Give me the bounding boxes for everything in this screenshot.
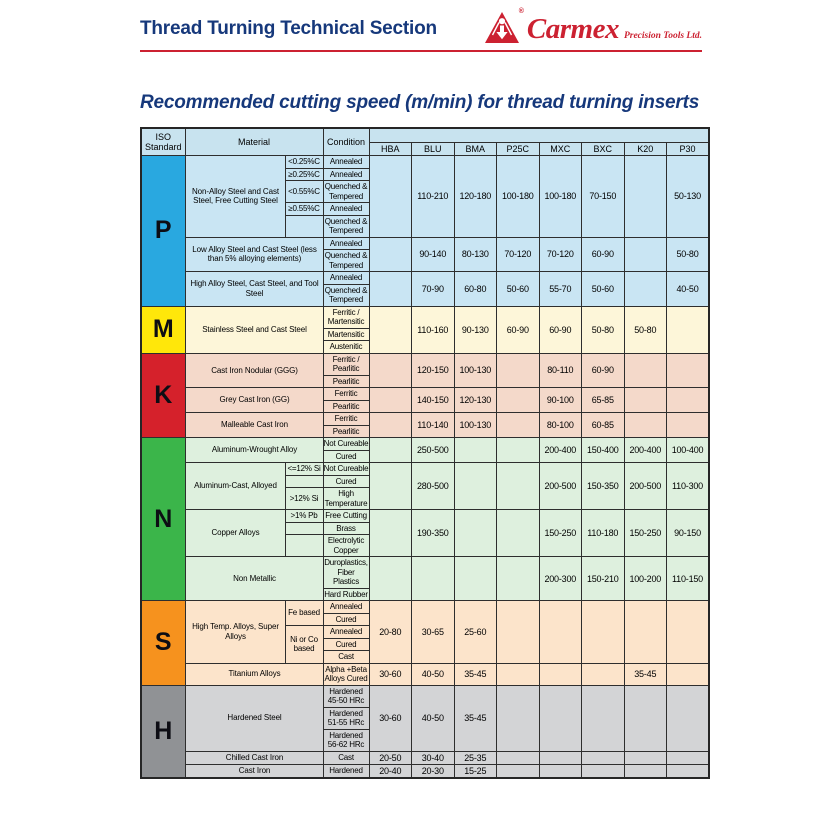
- value-cell: 100-200: [624, 557, 667, 601]
- value-cell: [497, 413, 540, 438]
- brand-text: [527, 13, 702, 46]
- value-cell: [582, 751, 625, 764]
- value-cell: 60-90: [582, 353, 625, 388]
- value-cell: [539, 663, 582, 685]
- material-cell: Aluminum-Wrought Alloy: [185, 438, 323, 463]
- value-cell: [667, 388, 710, 413]
- value-cell: [369, 156, 412, 238]
- condition-cell: Annealed: [323, 237, 369, 250]
- table-row: [141, 685, 709, 707]
- value-cell: 65-85: [582, 388, 625, 413]
- value-cell: [624, 272, 667, 307]
- value-cell: 20-50: [369, 751, 412, 764]
- spec-cell: <=12% Si: [285, 463, 323, 476]
- value-cell: [497, 751, 540, 764]
- value-cell: 60-90: [497, 306, 540, 353]
- condition-cell: Ferritic: [323, 388, 369, 401]
- value-cell: [582, 764, 625, 778]
- value-cell: 40-50: [412, 685, 455, 751]
- table-row: [141, 237, 709, 250]
- value-cell: 40-50: [412, 663, 455, 685]
- spec-cell: ≥0.55%C: [285, 203, 323, 216]
- grades-band: [369, 128, 709, 143]
- value-cell: [497, 438, 540, 463]
- value-cell: 90-100: [539, 388, 582, 413]
- value-cell: [624, 237, 667, 272]
- value-cell: [624, 685, 667, 751]
- condition-header: Condition: [323, 128, 369, 156]
- grade-col-header: P25C: [497, 143, 540, 156]
- value-cell: [539, 685, 582, 751]
- value-cell: [539, 751, 582, 764]
- value-cell: 50-60: [582, 272, 625, 307]
- value-cell: 100-130: [454, 413, 497, 438]
- value-cell: [369, 272, 412, 307]
- condition-cell: Brass: [323, 522, 369, 535]
- value-cell: 80-100: [539, 413, 582, 438]
- value-cell: 25-60: [454, 601, 497, 664]
- value-cell: 30-65: [412, 601, 455, 664]
- table-row: [141, 272, 709, 285]
- condition-cell: Quenched & Tempered: [324, 251, 368, 270]
- value-cell: [624, 156, 667, 238]
- value-cell: [497, 685, 540, 751]
- value-cell: 35-45: [454, 663, 497, 685]
- value-cell: [582, 663, 625, 685]
- condition-cell: Hardened 51-55 HRc: [323, 707, 369, 729]
- material-header: Material: [185, 128, 323, 156]
- condition-cell: Ferritic: [323, 413, 369, 426]
- value-cell: [412, 557, 455, 601]
- table-row: [141, 438, 709, 451]
- condition-cell: Quenched & Tempered: [324, 182, 368, 201]
- value-cell: 50-80: [624, 306, 667, 353]
- value-cell: 200-400: [539, 438, 582, 463]
- grade-col-header: K20: [624, 143, 667, 156]
- value-cell: 40-50: [667, 272, 710, 307]
- registered-mark: ®: [518, 8, 524, 15]
- header-divider: [140, 50, 702, 52]
- value-cell: [497, 463, 540, 510]
- value-cell: [667, 764, 710, 778]
- value-cell: [369, 438, 412, 463]
- condition-cell: Cured: [323, 450, 369, 463]
- brand-tagline: Precision Tools Ltd.: [623, 30, 702, 41]
- value-cell: 200-500: [624, 463, 667, 510]
- value-cell: 20-80: [369, 601, 412, 664]
- value-cell: [369, 463, 412, 510]
- carmex-triangle-icon: [484, 11, 520, 45]
- value-cell: [667, 751, 710, 764]
- value-cell: [624, 413, 667, 438]
- spec-cell: [285, 215, 323, 237]
- value-cell: 30-40: [412, 751, 455, 764]
- value-cell: 150-210: [582, 557, 625, 601]
- value-cell: [667, 601, 710, 664]
- table-row: [141, 388, 709, 401]
- condition-cell: Quenched & Tempered: [324, 216, 368, 235]
- value-cell: [369, 353, 412, 388]
- condition-cell: Cast: [323, 751, 369, 764]
- table-row: [141, 413, 709, 426]
- value-cell: 110-160: [412, 306, 455, 353]
- material-cell: Hardened Steel: [185, 685, 323, 751]
- spec-cell: >12% Si: [285, 488, 323, 510]
- condition-cell: Hardened: [323, 764, 369, 778]
- value-cell: [582, 601, 625, 664]
- material-cell: Aluminum-Cast, Alloyed: [185, 463, 285, 510]
- value-cell: 50-80: [582, 306, 625, 353]
- material-cell: Stainless Steel and Cast Steel: [185, 306, 323, 353]
- material-cell: Titanium Alloys: [185, 663, 323, 685]
- value-cell: 70-120: [497, 237, 540, 272]
- value-cell: 70-90: [412, 272, 455, 307]
- value-cell: 30-60: [369, 685, 412, 751]
- value-cell: 280-500: [412, 463, 455, 510]
- table-row: [141, 353, 709, 375]
- value-cell: 80-110: [539, 353, 582, 388]
- value-cell: [497, 764, 540, 778]
- material-cell: High Alloy Steel, Cast Steel, and Tool Steel: [185, 272, 323, 307]
- value-cell: 60-80: [454, 272, 497, 307]
- condition-cell: Pearlitic: [323, 425, 369, 438]
- condition-cell: Quenched & Tempered: [324, 285, 368, 304]
- condition-cell: Hardened 45-50 HRc: [323, 685, 369, 707]
- value-cell: 120-180: [454, 156, 497, 238]
- value-cell: [369, 413, 412, 438]
- value-cell: 100-130: [454, 353, 497, 388]
- iso-letter-cell: H: [141, 685, 185, 778]
- iso-letter-cell: M: [141, 306, 185, 353]
- value-cell: [369, 237, 412, 272]
- spec-cell: Ni or Co based: [285, 626, 323, 664]
- spec-cell: ≥0.25%C: [285, 168, 323, 181]
- value-cell: 80-130: [454, 237, 497, 272]
- value-cell: 90-140: [412, 237, 455, 272]
- value-cell: 100-180: [497, 156, 540, 238]
- condition-cell: Alpha +Beta Alloys Cured: [324, 664, 368, 683]
- material-cell: Chilled Cast Iron: [185, 751, 323, 764]
- value-cell: [667, 413, 710, 438]
- condition-cell: Hardened 56-62 HRc: [323, 729, 369, 751]
- value-cell: [667, 306, 710, 353]
- condition-cell: Annealed: [323, 156, 369, 169]
- grade-col-header: HBA: [369, 143, 412, 156]
- condition-cell: Duroplastics, Fiber Plastics: [324, 558, 368, 586]
- value-cell: 70-150: [582, 156, 625, 238]
- value-cell: 120-130: [454, 388, 497, 413]
- spec-cell: <0.55%C: [285, 181, 323, 203]
- value-cell: 30-60: [369, 663, 412, 685]
- spec-cell: [285, 522, 323, 535]
- condition-cell: High Temperature: [324, 489, 368, 508]
- table-row: [141, 510, 709, 523]
- value-cell: 60-90: [582, 237, 625, 272]
- value-cell: [624, 388, 667, 413]
- value-cell: 110-300: [667, 463, 710, 510]
- value-cell: 200-500: [539, 463, 582, 510]
- condition-cell: Martensitic: [323, 328, 369, 341]
- value-cell: [454, 510, 497, 557]
- table-row: [141, 557, 709, 589]
- value-cell: [454, 463, 497, 510]
- value-cell: [624, 601, 667, 664]
- value-cell: 150-250: [539, 510, 582, 557]
- condition-cell: Cured: [323, 613, 369, 626]
- value-cell: 50-80: [667, 237, 710, 272]
- value-cell: 150-350: [582, 463, 625, 510]
- iso-letter-cell: P: [141, 156, 185, 307]
- value-cell: [582, 685, 625, 751]
- table-row: [141, 751, 709, 764]
- value-cell: [454, 438, 497, 463]
- value-cell: [369, 557, 412, 601]
- material-cell: Malleable Cast Iron: [185, 413, 323, 438]
- value-cell: 140-150: [412, 388, 455, 413]
- material-cell: Cast Iron: [185, 764, 323, 778]
- table-row: [141, 463, 709, 476]
- value-cell: [667, 353, 710, 388]
- condition-cell: Free Cutting: [323, 510, 369, 523]
- value-cell: [539, 764, 582, 778]
- iso-standard-header: ISO Standard: [141, 128, 185, 156]
- material-cell: High Temp. Alloys, Super Alloys: [185, 601, 285, 664]
- value-cell: [624, 751, 667, 764]
- grade-col-header: P30: [667, 143, 710, 156]
- value-cell: [454, 557, 497, 601]
- value-cell: 35-45: [624, 663, 667, 685]
- value-cell: 110-210: [412, 156, 455, 238]
- spec-cell: >1% Pb: [285, 510, 323, 523]
- value-cell: [624, 353, 667, 388]
- condition-cell: Austenitic: [323, 341, 369, 354]
- value-cell: 250-500: [412, 438, 455, 463]
- section-title: Recommended cutting speed (m/min) for thread turning inserts: [140, 92, 700, 113]
- value-cell: 190-350: [412, 510, 455, 557]
- cutting-speed-table: [140, 127, 710, 779]
- material-cell: Non-Alloy Steel and Cast Steel, Free Cutting Steel: [185, 156, 285, 238]
- condition-cell: Annealed: [323, 626, 369, 639]
- value-cell: 150-400: [582, 438, 625, 463]
- brand-name: Carmex: [526, 12, 619, 45]
- condition-cell: Electrolytic Copper: [323, 535, 369, 557]
- value-cell: 25-35: [454, 751, 497, 764]
- spec-cell: Fe based: [285, 601, 323, 626]
- carmex-logo: [484, 8, 702, 47]
- table-row: [141, 156, 709, 169]
- table-row: [141, 764, 709, 778]
- value-cell: 15-25: [454, 764, 497, 778]
- spec-cell: [285, 535, 323, 557]
- iso-letter-cell: K: [141, 353, 185, 438]
- value-cell: 110-150: [667, 557, 710, 601]
- value-cell: 50-130: [667, 156, 710, 238]
- iso-letter-cell: S: [141, 601, 185, 686]
- value-cell: [497, 557, 540, 601]
- material-cell: Non Metallic: [185, 557, 323, 601]
- value-cell: 35-45: [454, 685, 497, 751]
- value-cell: [369, 388, 412, 413]
- value-cell: 100-400: [667, 438, 710, 463]
- grade-col-header: BXC: [582, 143, 625, 156]
- value-cell: 70-120: [539, 237, 582, 272]
- grade-col-header: BLU: [412, 143, 455, 156]
- material-cell: Copper Alloys: [185, 510, 285, 557]
- condition-cell: Cured: [323, 638, 369, 651]
- value-cell: 20-30: [412, 764, 455, 778]
- value-cell: [624, 764, 667, 778]
- condition-cell: Hard Rubber: [324, 589, 368, 599]
- grade-col-header: MXC: [539, 143, 582, 156]
- condition-cell: Pearlitic: [323, 375, 369, 388]
- value-cell: [497, 601, 540, 664]
- value-cell: [667, 663, 710, 685]
- condition-cell: Ferritic / Martensitic: [323, 306, 369, 328]
- iso-letter-cell: N: [141, 438, 185, 601]
- value-cell: 120-150: [412, 353, 455, 388]
- condition-cell: Ferritic / Pearlitic: [323, 353, 369, 375]
- page-title: Thread Turning Technical Section: [140, 18, 437, 39]
- value-cell: 110-180: [582, 510, 625, 557]
- value-cell: 110-140: [412, 413, 455, 438]
- material-cell: Low Alloy Steel and Cast Steel (less than 5% alloying elements): [185, 237, 323, 272]
- value-cell: 200-400: [624, 438, 667, 463]
- grade-col-header: BMA: [454, 143, 497, 156]
- value-cell: 20-40: [369, 764, 412, 778]
- condition-cell: Cured: [323, 475, 369, 488]
- value-cell: 90-150: [667, 510, 710, 557]
- carmex-emblem: [484, 8, 524, 47]
- value-cell: 100-180: [539, 156, 582, 238]
- value-cell: 60-85: [582, 413, 625, 438]
- condition-cell: Not Cureable: [323, 439, 369, 448]
- table-row: [141, 663, 709, 685]
- condition-cell: Annealed: [323, 203, 369, 216]
- value-cell: [497, 388, 540, 413]
- spec-cell: <0.25%C: [285, 156, 323, 169]
- value-cell: 150-250: [624, 510, 667, 557]
- condition-cell: Annealed: [323, 168, 369, 181]
- table-container: [140, 127, 710, 779]
- value-cell: 55-70: [539, 272, 582, 307]
- material-cell: Grey Cast Iron (GG): [185, 388, 323, 413]
- value-cell: 90-130: [454, 306, 497, 353]
- value-cell: [497, 510, 540, 557]
- value-cell: 50-60: [497, 272, 540, 307]
- condition-cell: Not Cureable: [323, 464, 369, 473]
- value-cell: [667, 685, 710, 751]
- material-cell: Cast Iron Nodular (GGG): [185, 353, 323, 388]
- value-cell: 60-90: [539, 306, 582, 353]
- value-cell: [369, 510, 412, 557]
- condition-cell: Annealed: [323, 601, 369, 614]
- value-cell: [539, 601, 582, 664]
- value-cell: [497, 663, 540, 685]
- value-cell: 200-300: [539, 557, 582, 601]
- table-row: [141, 601, 709, 614]
- value-cell: [369, 306, 412, 353]
- table-row: [141, 306, 709, 328]
- condition-cell: Annealed: [323, 272, 369, 285]
- spec-cell: [285, 475, 323, 488]
- value-cell: [497, 353, 540, 388]
- page-header: [140, 10, 702, 48]
- condition-cell: Cast: [323, 651, 369, 664]
- condition-cell: Pearlitic: [323, 400, 369, 413]
- speed-table-body: [141, 156, 709, 778]
